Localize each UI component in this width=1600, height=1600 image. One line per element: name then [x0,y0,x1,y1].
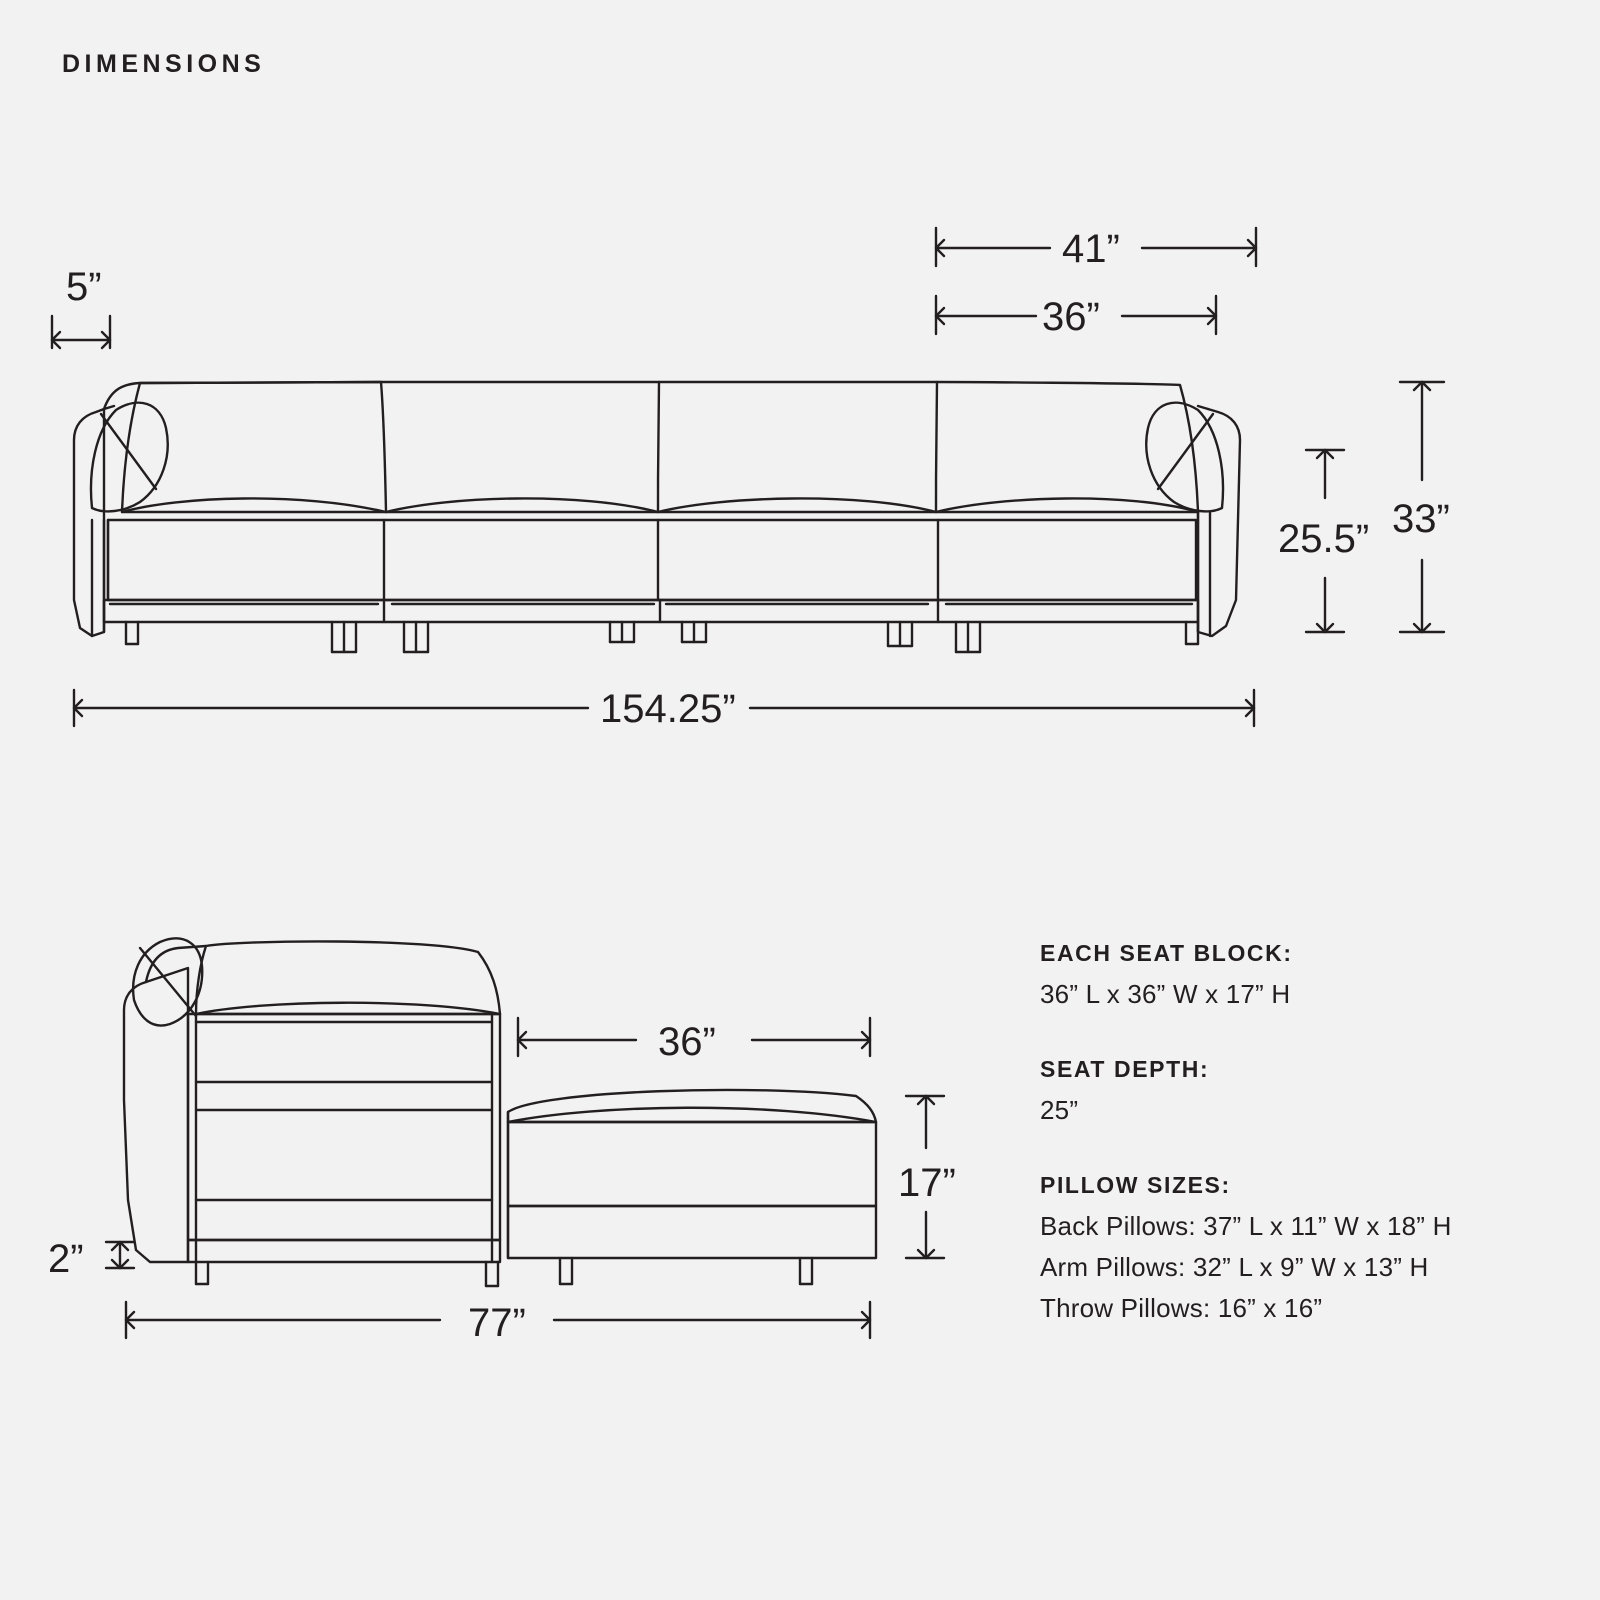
spec-heading-pillow-sizes: PILLOW SIZES: [1040,1172,1231,1198]
label-total-height: 33” [1392,497,1450,541]
label-module-inner: 36” [1042,295,1100,339]
spec-line-seat-depth: 25” [1040,1095,1079,1125]
front-view-sofa [74,382,1240,652]
side-view-sofa [124,938,876,1286]
spec-line-back-pillows: Back Pillows: 37” L x 11” W x 18” H [1040,1211,1452,1241]
spec-group-seat-depth [1040,1056,1560,1126]
label-arm-width: 5” [66,265,102,309]
label-leg-height: 2” [48,1237,84,1281]
page-title: DIMENSIONS [62,50,266,78]
spec-heading-seat-depth: SEAT DEPTH: [1040,1056,1210,1082]
spec-line-seat-block: 36” L x 36” W x 17” H [1040,979,1291,1009]
spec-line-throw-pillows: Throw Pillows: 16” x 16” [1040,1293,1323,1323]
label-seat-back-height: 25.5” [1278,517,1370,561]
label-total-width: 154.25” [600,687,736,731]
spec-line-arm-pillows: Arm Pillows: 32” L x 9” W x 13” H [1040,1252,1429,1282]
spec-heading-seat-block: EACH SEAT BLOCK: [1040,940,1293,966]
side-view-dimension-lines [106,1018,944,1338]
label-seat-block-width: 36” [658,1020,716,1064]
spec-group-seat-block [1040,940,1560,1010]
spec-group-pillow-sizes [1040,1172,1560,1324]
label-seat-height: 17” [898,1161,956,1205]
front-view-dimension-lines [52,228,1444,726]
label-total-depth: 77” [468,1301,526,1345]
specs-panel [1040,940,1560,1334]
label-module-outer: 41” [1062,227,1120,271]
